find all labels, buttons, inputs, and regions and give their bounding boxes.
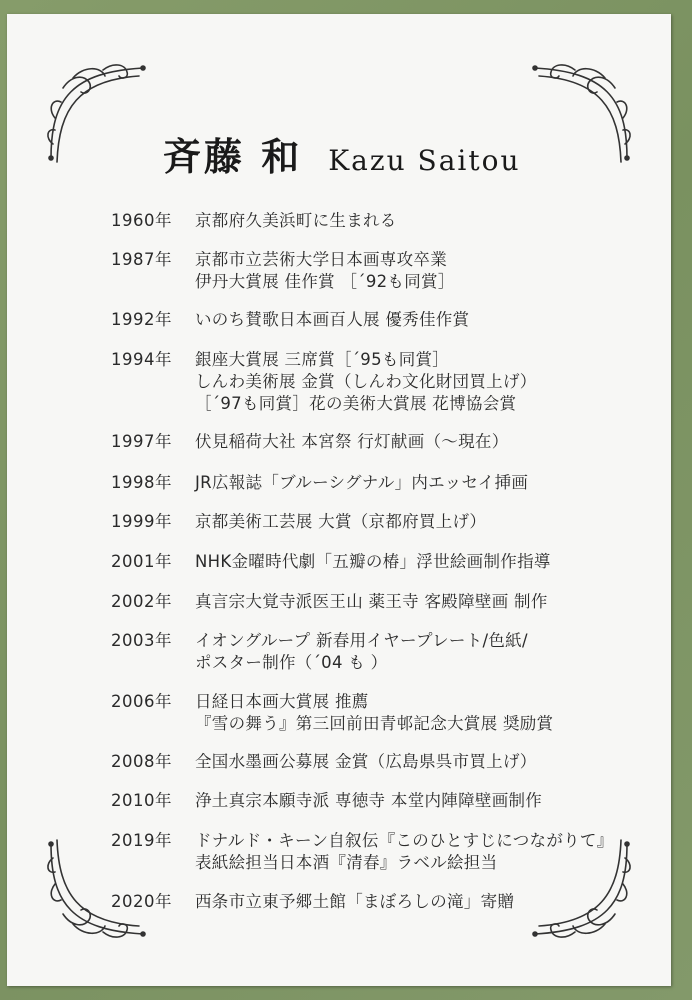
timeline-line: しんわ美術展 金賞（しんわ文化財団買上げ） [195, 372, 537, 391]
timeline-line: 浄土真宗本願寺派 専徳寺 本堂内陣障壁画制作 [195, 791, 543, 810]
timeline-entry [111, 210, 397, 232]
corner-flourish-icon [43, 58, 163, 178]
timeline-line: 銀座大賞展 三席賞［´95も同賞］ [195, 350, 450, 369]
profile-card [7, 14, 671, 986]
timeline-line: 京都美術工芸展 大賞（京都府買上げ） [195, 512, 487, 531]
timeline-entry [111, 630, 528, 674]
timeline-year: 2008年 [111, 752, 172, 771]
timeline-year: 2001年 [111, 552, 172, 571]
timeline-line: ［´97も同賞］花の美術大賞展 花博協会賞 [195, 394, 517, 413]
timeline-line: JR広報誌「ブルーシグナル」内エッセイ挿画 [195, 473, 529, 492]
timeline-description [195, 630, 528, 674]
timeline-entry [111, 309, 469, 331]
timeline-description [195, 210, 397, 232]
timeline-description [195, 790, 542, 812]
timeline-line: NHK金曜時代劇「五瓣の椿」浮世絵画制作指導 [195, 552, 551, 571]
timeline-description [195, 349, 537, 415]
timeline-entry [111, 511, 486, 533]
timeline-year: 1997年 [111, 432, 172, 451]
timeline-entry [111, 551, 551, 573]
timeline-entry [111, 691, 553, 735]
timeline-description [195, 691, 553, 735]
timeline-year: 1960年 [111, 211, 172, 230]
timeline-description [195, 830, 614, 874]
timeline-year: 2006年 [111, 692, 172, 711]
timeline-year: 2003年 [111, 631, 172, 650]
timeline-entry [111, 431, 509, 453]
timeline-year: 2010年 [111, 791, 172, 810]
timeline-description [195, 511, 486, 533]
timeline-year: 1998年 [111, 473, 172, 492]
timeline-year: 1999年 [111, 512, 172, 531]
timeline-year: 1994年 [111, 350, 172, 369]
timeline-year: 1987年 [111, 250, 172, 269]
timeline-line: 伊丹大賞展 佳作賞 ［´92も同賞］ [195, 272, 455, 291]
timeline-year: 2002年 [111, 592, 172, 611]
timeline-description [195, 891, 514, 913]
timeline-year: 1992年 [111, 310, 172, 329]
corner-flourish-icon [515, 58, 635, 178]
timeline-entry [111, 891, 514, 913]
timeline-description [195, 309, 469, 331]
timeline-description [195, 472, 528, 494]
timeline-line: 真言宗大覚寺派医王山 薬王寺 客殿障壁画 制作 [195, 592, 548, 611]
artist-name-romanized: Kazu Saitou [328, 144, 521, 177]
timeline-line: 『雪の舞う』第三回前田青邨記念大賞展 奨励賞 [195, 714, 554, 733]
timeline-entry [111, 591, 548, 613]
timeline-line: 全国水墨画公募展 金賞（広島県呉市買上げ） [195, 752, 537, 771]
timeline-entry [111, 790, 542, 812]
timeline-description [195, 431, 509, 453]
timeline-line: ポスター制作（´04 も ） [195, 653, 388, 672]
timeline-entry [111, 472, 528, 494]
timeline-line: イオングループ 新春用イヤープレート/色紙/ [195, 631, 528, 650]
timeline-year: 2019年 [111, 831, 172, 850]
artist-name-japanese: 斉藤 和 [163, 134, 303, 179]
timeline-description [195, 249, 455, 293]
timeline-line: 伏見稲荷大社 本宮祭 行灯献画（～現在） [195, 432, 509, 451]
timeline-line: 京都府久美浜町に生まれる [195, 211, 397, 230]
timeline-line: ドナルド・キーン自叙伝『このひとすじにつながりて』 [195, 831, 614, 850]
timeline-line: 京都市立芸術大学日本画専攻卒業 [195, 250, 447, 269]
timeline-entry [111, 349, 537, 415]
timeline-description [195, 591, 548, 613]
timeline-entry [111, 830, 614, 874]
timeline-year: 2020年 [111, 892, 172, 911]
timeline-line: 西条市立東予郷土館「まぼろしの滝」寄贈 [195, 892, 515, 911]
timeline-line: いのち賛歌日本画百人展 優秀佳作賞 [195, 310, 470, 329]
timeline-description [195, 751, 537, 773]
timeline-line: 日経日本画大賞展 推薦 [195, 692, 369, 711]
timeline-entry [111, 249, 455, 293]
timeline-entry [111, 751, 537, 773]
timeline-description [195, 551, 551, 573]
artist-name-heading [163, 126, 521, 181]
timeline-line: 表紙絵担当日本酒『清春』ラベル絵担当 [195, 853, 498, 872]
